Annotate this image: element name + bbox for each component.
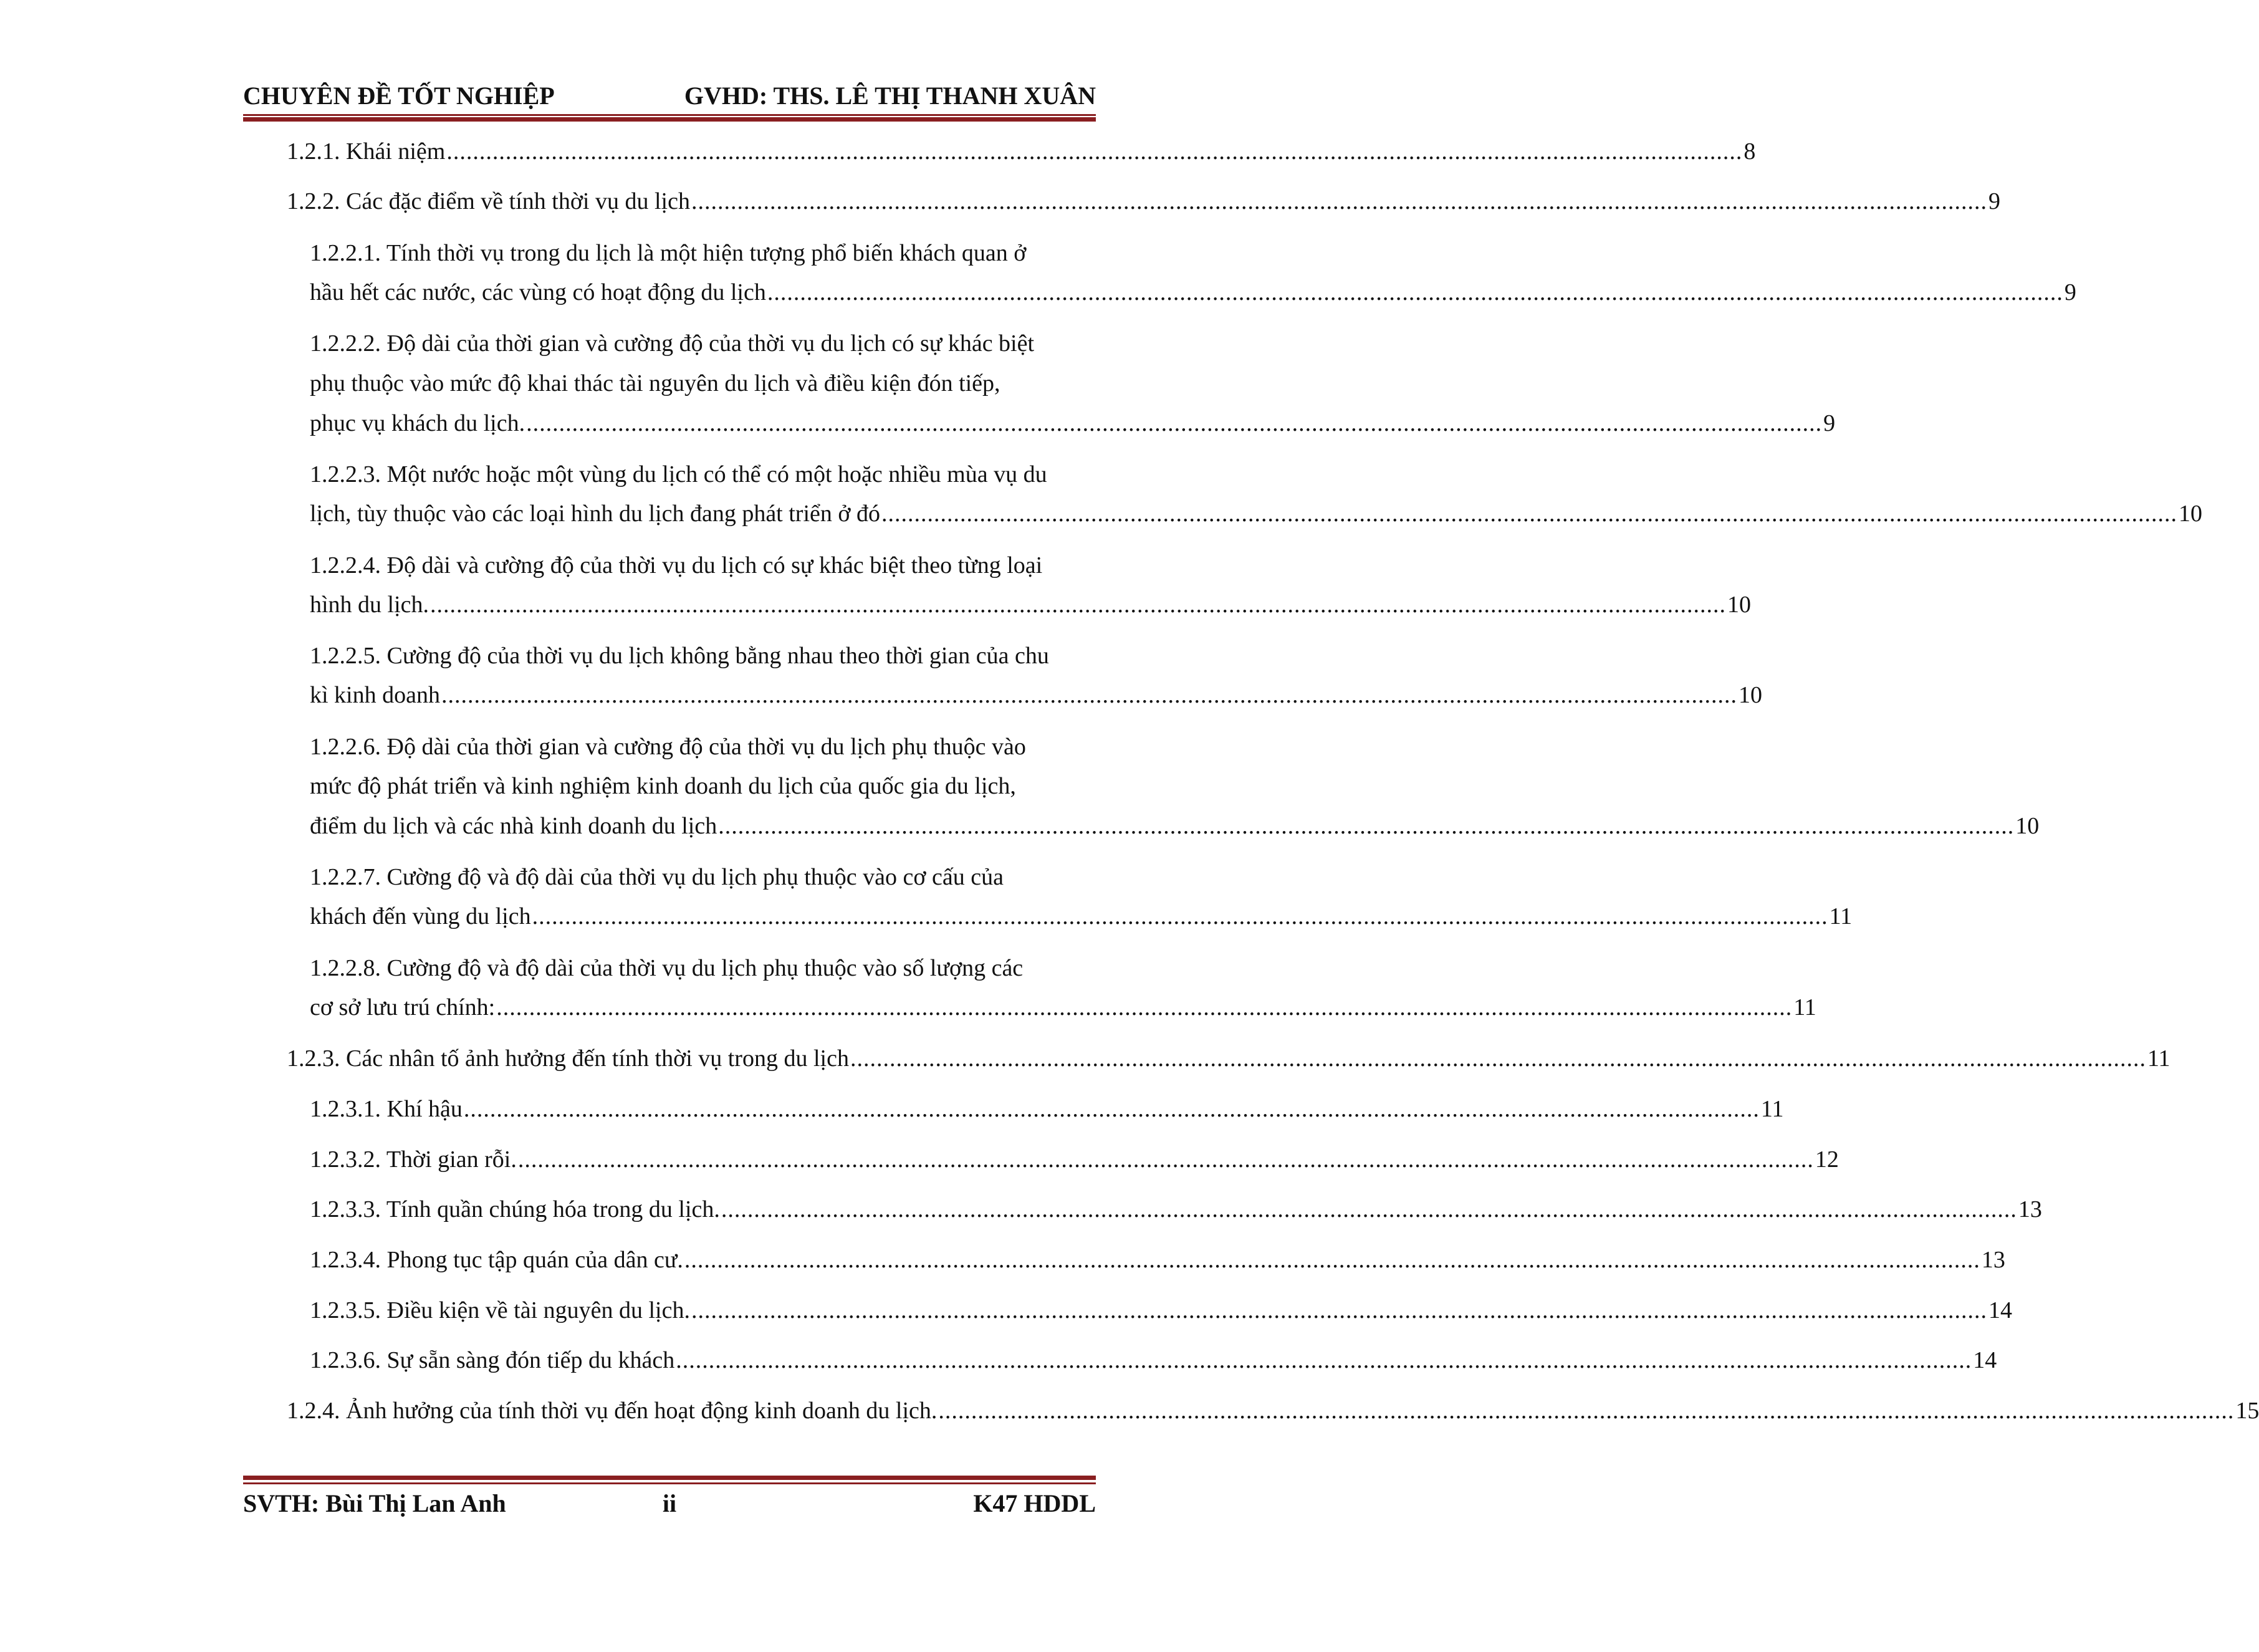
toc-page-number: 11 — [1760, 1096, 1784, 1122]
toc-page-number: 12 — [1815, 1146, 1839, 1173]
toc-entry-text: 1.2.2. Các đặc điểm về tính thời vụ du lịch — [287, 188, 690, 214]
toc-entry-text: lịch, tùy thuộc vào các loại hình du lịch đang phát triển ở đó — [310, 501, 880, 527]
toc-entry-text: 1.2.3.3. Tính quần chúng hóa trong du lịch. — [310, 1196, 720, 1222]
toc-leader-dots: ...................................................................................................................................................................................................... — [684, 1247, 1980, 1273]
toc-entry-line: 1.2.2.5. Cường độ của thời vụ du lịch không bằng nhau theo thời gian của chu — [310, 643, 1049, 669]
toc-page-number: 9 — [1988, 188, 2000, 214]
toc-leader-dots: ...................................................................................................................................................................................................... — [850, 1045, 2146, 1072]
toc-entry-text: kì kinh doanh — [310, 682, 440, 708]
toc-leader-dots: ...................................................................................................................................................................................................... — [517, 1146, 1814, 1173]
toc-leader-dots: ...................................................................................................................................................................................................... — [430, 592, 1727, 618]
footer-class: K47 HDDL — [973, 1489, 1096, 1517]
toc-entry-line: 1.2.2.2. Độ dài của thời gian và cường độ của thời vụ du lịch có sự khác biệt — [310, 330, 1035, 357]
toc-leader-dots: ...................................................................................................................................................................................................... — [721, 1196, 2017, 1222]
toc-entry[interactable] — [310, 1296, 2012, 1325]
toc-leader-dots: ...................................................................................................................................................................................................... — [496, 994, 1793, 1020]
toc-entry[interactable] — [287, 1396, 2259, 1425]
toc-leader-dots: ...................................................................................................................................................................................................... — [767, 279, 2063, 305]
toc-entry[interactable] — [310, 409, 1836, 438]
toc-entry-line: phụ thuộc vào mức độ khai thác tài nguyên du lịch và điều kiện đón tiếp, — [310, 370, 1000, 396]
toc-leader-dots: ...................................................................................................................................................................................................... — [691, 188, 1987, 214]
toc-entry[interactable] — [310, 1246, 2005, 1274]
toc-entry-text: 1.2.3.5. Điều kiện về tài nguyên du lịch. — [310, 1297, 690, 1323]
toc-entry[interactable] — [287, 137, 1756, 166]
toc-entry-text: điểm du lịch và các nhà kinh doanh du lịch — [310, 813, 717, 839]
header-title: CHUYÊN ĐỀ TỐT NGHIỆP — [243, 82, 555, 110]
toc-leader-dots: ...................................................................................................................................................................................................... — [532, 903, 1828, 929]
toc-entry-line: 1.2.2.1. Tính thời vụ trong du lịch là một hiện tượng phổ biến khách quan ở — [310, 240, 1027, 266]
toc-entry[interactable] — [310, 1095, 1784, 1123]
toc-entry-text: 1.2.3.1. Khí hậu — [310, 1096, 463, 1122]
toc-page-number: 8 — [1743, 138, 1756, 165]
toc-entry[interactable] — [310, 590, 1752, 619]
toc-page-number: 10 — [2015, 813, 2040, 839]
toc-entry-text: cơ sở lưu trú chính: — [310, 994, 496, 1020]
toc-leader-dots: ...................................................................................................................................................................................................... — [938, 1398, 2235, 1424]
toc-page-number: 15 — [2235, 1398, 2259, 1424]
toc-page-number: 14 — [1988, 1297, 2012, 1323]
toc-page-number: 10 — [1727, 592, 1752, 618]
toc-page-number: 10 — [2178, 501, 2202, 527]
toc-page-number: 9 — [1823, 410, 1836, 436]
toc-entry-line: mức độ phát triển và kinh nghiệm kinh doanh du lịch của quốc gia du lịch, — [310, 773, 1016, 799]
toc-page-number: 11 — [1829, 903, 1853, 929]
toc-entry-line: 1.2.2.4. Độ dài và cường độ của thời vụ du lịch có sự khác biệt theo từng loại — [310, 552, 1043, 579]
toc-entry-text: 1.2.3. Các nhân tố ảnh hưởng đến tính thời vụ trong du lịch — [287, 1045, 849, 1072]
toc-page-number: 11 — [1793, 994, 1816, 1020]
toc-entry-line: 1.2.2.8. Cường độ và độ dài của thời vụ du lịch phụ thuộc vào số lượng các — [310, 955, 1024, 981]
toc-leader-dots: ...................................................................................................................................................................................................... — [676, 1347, 1972, 1373]
footer-rule-thin — [243, 1482, 1096, 1484]
footer-student: SVTH: Bùi Thị Lan Anh — [243, 1489, 506, 1517]
toc-entry[interactable] — [310, 812, 2040, 840]
toc-leader-dots: ...................................................................................................................................................................................................... — [691, 1297, 1987, 1323]
toc-leader-dots: ...................................................................................................................................................................................................... — [881, 501, 2177, 527]
toc-entry-text: phục vụ khách du lịch. — [310, 410, 525, 436]
toc-leader-dots: ...................................................................................................................................................................................................... — [526, 410, 1823, 436]
toc-entry-text: 1.2.1. Khái niệm — [287, 138, 446, 165]
toc-entry-text: khách đến vùng du lịch — [310, 903, 531, 929]
toc-entry-line: 1.2.2.3. Một nước hoặc một vùng du lịch có thể có một hoặc nhiều mùa vụ du — [310, 461, 1047, 487]
toc-entry-text: 1.2.3.6. Sự sẵn sàng đón tiếp du khách — [310, 1347, 675, 1373]
toc-leader-dots: ...................................................................................................................................................................................................... — [441, 682, 1737, 708]
toc-leader-dots: ...................................................................................................................................................................................................... — [718, 813, 2015, 839]
toc-entry[interactable] — [310, 278, 2076, 307]
toc-entry-line: 1.2.2.7. Cường độ và độ dài của thời vụ du lịch phụ thuộc vào cơ cấu của — [310, 864, 1004, 890]
footer-page-number: ii — [662, 1489, 677, 1517]
toc-entry[interactable] — [310, 681, 1762, 709]
toc-entry[interactable] — [310, 1145, 1839, 1174]
header-supervisor: GVHD: THS. LÊ THỊ THANH XUÂN — [684, 82, 1096, 110]
toc-entry[interactable] — [310, 993, 1816, 1022]
toc-page-number: 9 — [2064, 279, 2076, 305]
toc-entry[interactable] — [287, 1044, 2170, 1073]
page-footer — [243, 1489, 1096, 1520]
toc-leader-dots: ...................................................................................................................................................................................................... — [463, 1096, 1760, 1122]
toc-page-number: 11 — [2147, 1045, 2170, 1072]
toc-leader-dots: ...................................................................................................................................................................................................... — [446, 138, 1743, 165]
toc-entry[interactable] — [310, 1346, 1997, 1375]
toc-entry[interactable] — [310, 1195, 2042, 1224]
toc-page-number: 13 — [1981, 1247, 2005, 1273]
toc-entry-text: 1.2.3.4. Phong tục tập quán của dân cư. — [310, 1247, 683, 1273]
toc-page-number: 14 — [1973, 1347, 1997, 1373]
toc-entry-text: hình du lịch. — [310, 592, 429, 618]
toc-entry-text: 1.2.4. Ảnh hưởng của tính thời vụ đến hoạt động kinh doanh du lịch. — [287, 1398, 938, 1424]
toc-entry[interactable] — [310, 902, 1853, 931]
toc-entry-text: hầu hết các nước, các vùng có hoạt động du lịch — [310, 279, 766, 305]
toc-entry[interactable] — [287, 187, 2000, 216]
footer-rule-thick — [243, 1476, 1096, 1480]
toc-entry[interactable] — [310, 499, 2202, 528]
toc-page-number: 13 — [2018, 1196, 2042, 1222]
toc-entry-line: 1.2.2.6. Độ dài của thời gian và cường độ của thời vụ du lịch phụ thuộc vào — [310, 734, 1026, 760]
toc-entry-text: 1.2.3.2. Thời gian rỗi. — [310, 1146, 517, 1173]
toc-page-number: 10 — [1738, 682, 1762, 708]
